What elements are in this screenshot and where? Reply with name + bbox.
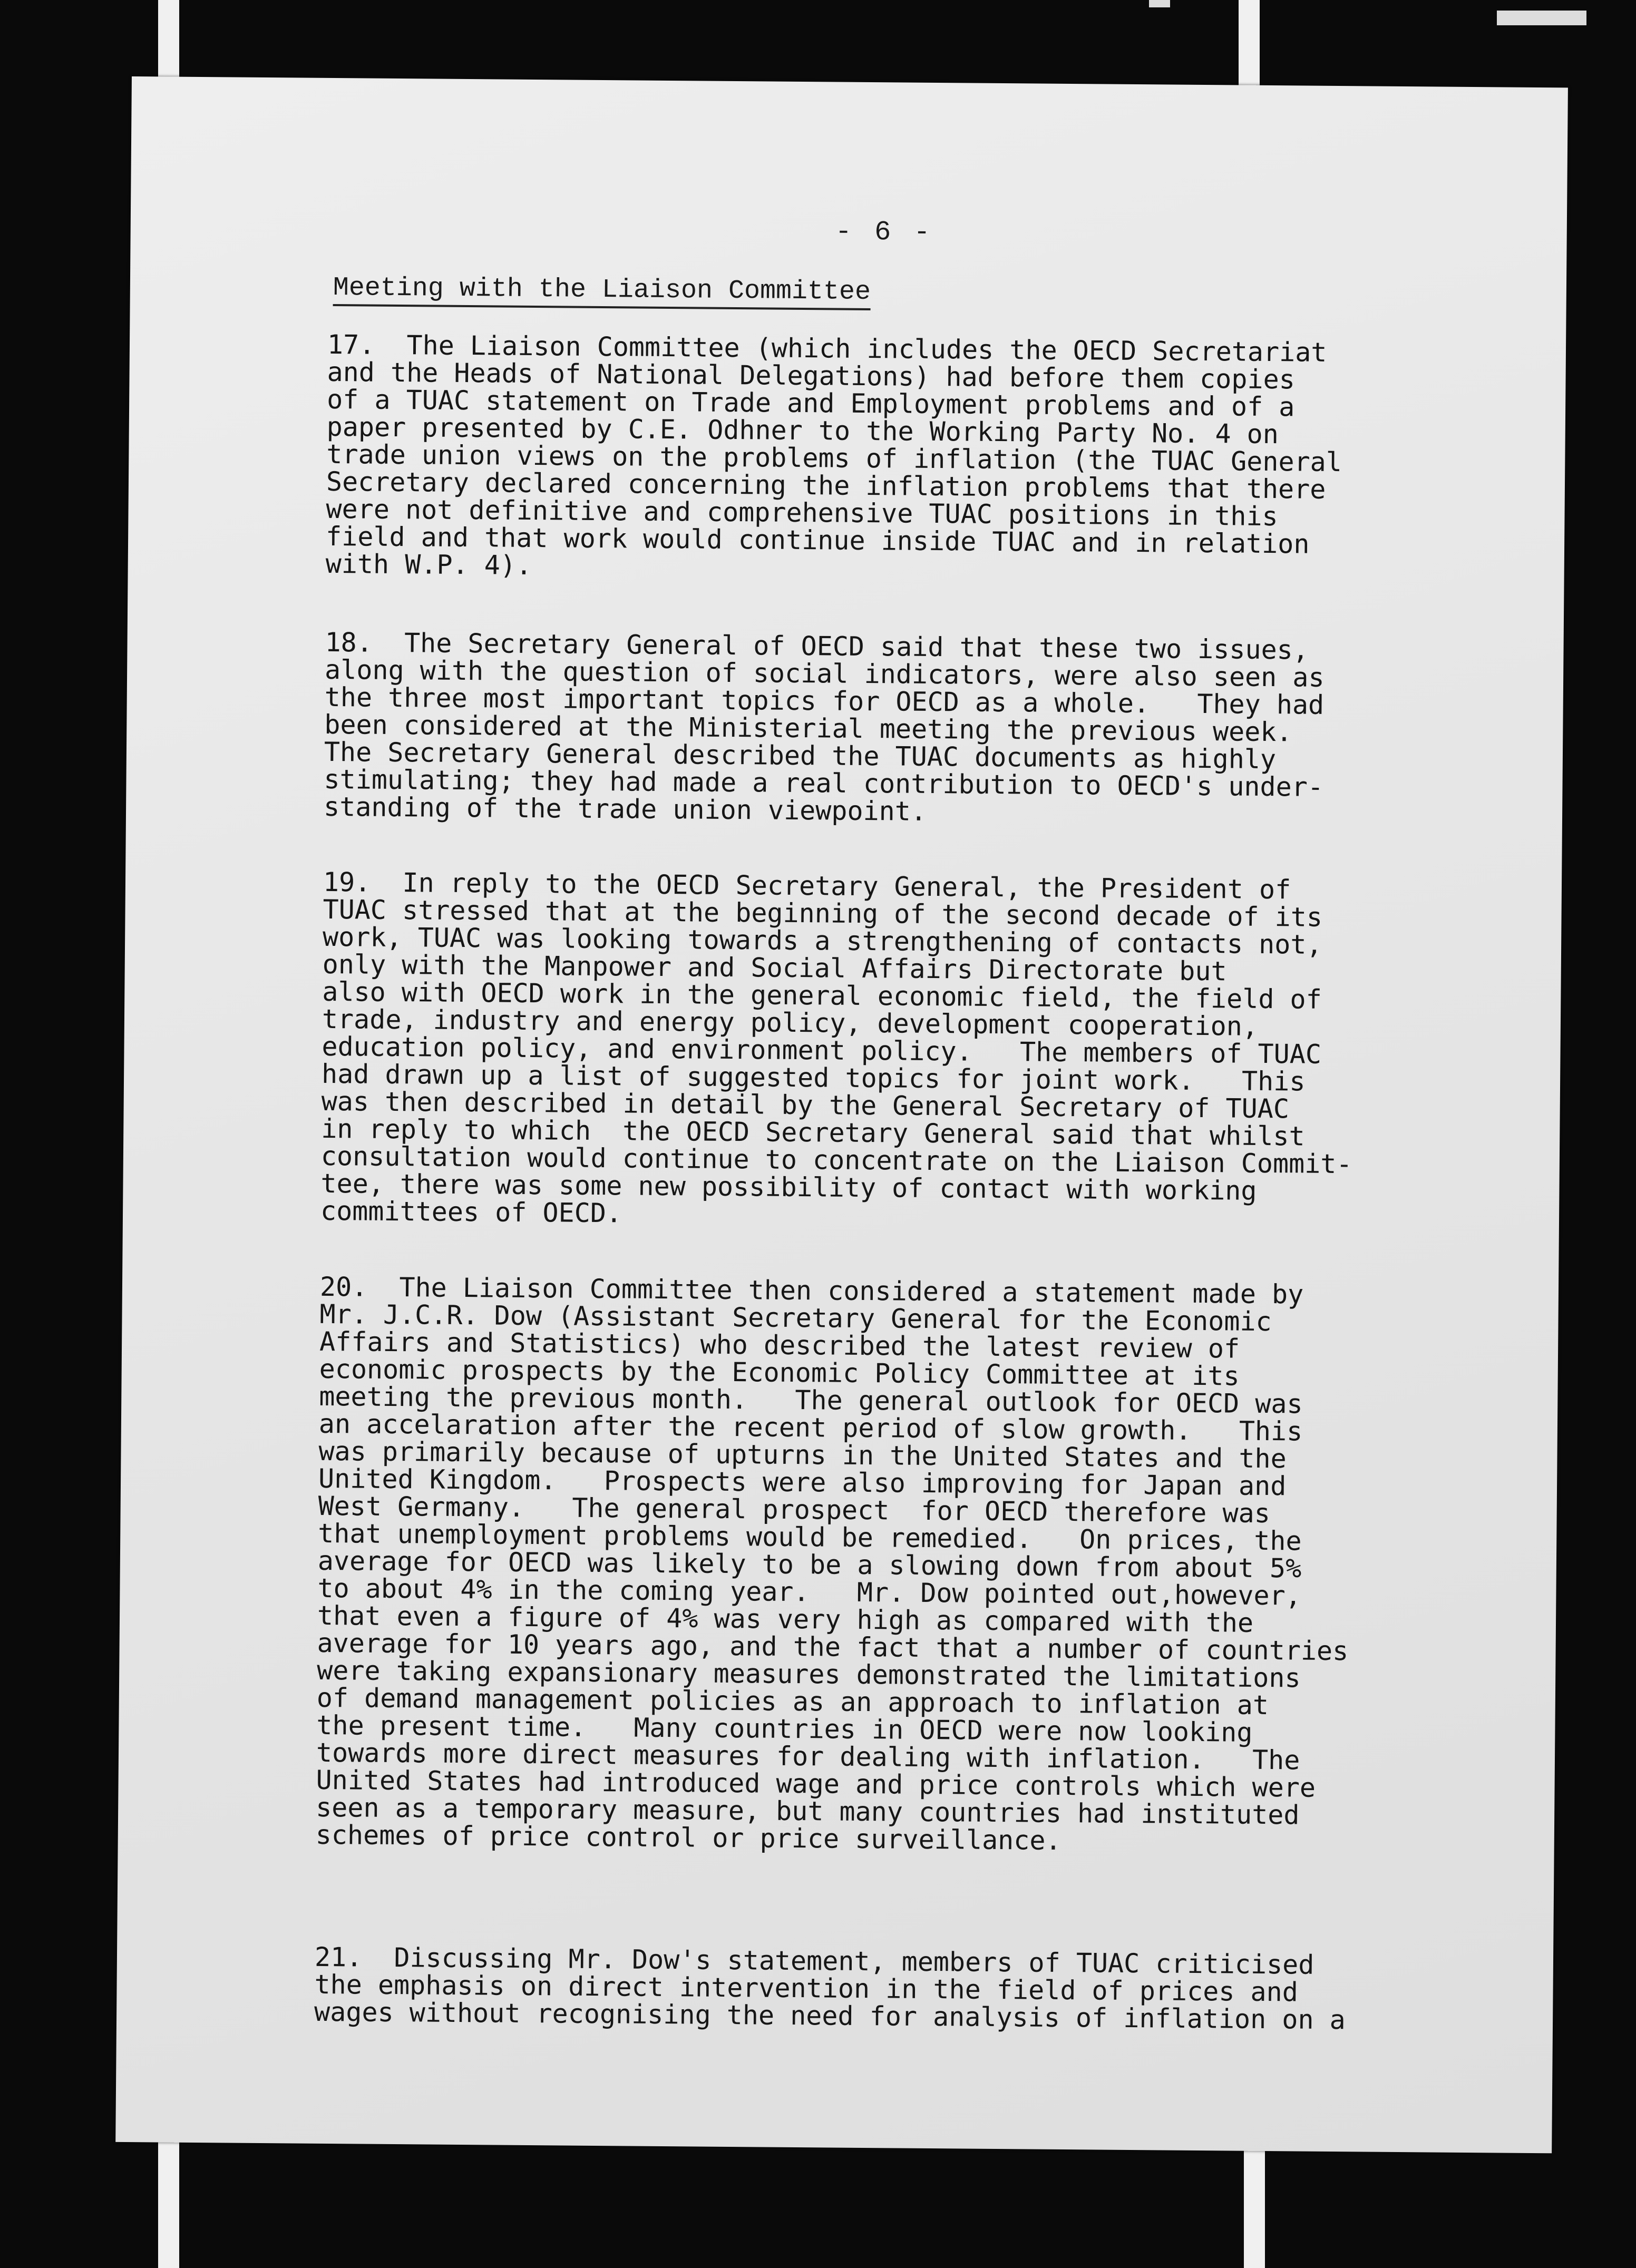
paragraph-18: 18. The Secretary General of OECD said that these two issues, along with the question of social indicators, were also seen as the three most important topics for OECD as a whole. They had been considered at the Ministerial meeting the previous week. The Secretary General described the TUAC documents as highly stimulating; they had made a real contribution to OECD's under- standing of the trade union viewpoint. — [323, 627, 1325, 827]
film-edge-bottom-left — [158, 2129, 179, 2268]
film-speck — [1149, 0, 1170, 7]
film-edge-top-left — [158, 0, 179, 84]
film-speck — [1497, 11, 1586, 25]
paragraph-20: 20. The Liaison Committee then considered a statement made by Mr. J.C.R. Dow (Assistant Secretary General for the Economic Affairs and Statistics) who described the latest review of economic prospects by the Economic Policy Committee at its meeting the previous month. The general outlook for OECD was an accelaration after the recent period of slow growth. This was primarily because of upturns in the United States and the United Kingdom. Prospects were also improving for Japan and West Germany. The general prospect for OECD therefore was that unemployment problems would be remedied. On prices, the average for OECD was likely to be a slowing down from about 5% to about 4% in the coming year. Mr. Dow pointed out,however, that even a figure of 4% was very high as compared with the average for 10 years ago, and the fact that a number of countries were taking expansionary measures demonstrated the limitations of demand management policies as an approach to inflation at the present time. Many countries in OECD were now looking towards more direct measures for dealing with inflation. The United States had introduced wage and price controls which were seen as a temporary measure, but many countries had instituted schemes of price control or price surveillance. — [315, 1271, 1349, 1856]
paragraph-19: 19. In reply to the OECD Secretary General, the President of TUAC stressed that at the beginning of the second decade of its work, TUAC was looking towards a strengthening of contacts not, only with the Manpower and Social Affairs Directorate but also with OECD work in the general economic field, the field of trade, industry and energy policy, development cooperation, education policy, and environment policy. The members of TUAC had drawn up a list of suggested topics for joint work. This was then described in detail by the General Secretary of TUAC in reply to which the OECD Secretary General said that whilst consultation would continue to concentrate on the Liaison Commit- tee, there was some new possibility of contact with working committees of OECD. — [320, 866, 1352, 1229]
page-number: - 6 - — [835, 216, 933, 248]
section-heading: Meeting with the Liaison Committee — [333, 273, 871, 310]
paragraph-17: 17. The Liaison Committee (which includes the OECD Secretariat and the Heads of National Delegations) had before them copies of a TUAC statement on Trade and Employment problems and of a paper presented by C.E. Odhner to the Working Party No. 4 on trade union views on the problems of inflation (the TUAC General Secretary declared concerning the inflation problems that there were not definitive and comprehensive TUAC positions in this field and that work would continue inside TUAC and in relation with W.P. 4). — [325, 329, 1342, 581]
paragraph-21: 21. Discussing Mr. Dow's statement, members of TUAC criticised the emphasis on direct intervention in the field of prices and wages without recognising the need for analysis of inflation on a — [314, 1941, 1346, 2036]
document-page — [115, 76, 1568, 2153]
